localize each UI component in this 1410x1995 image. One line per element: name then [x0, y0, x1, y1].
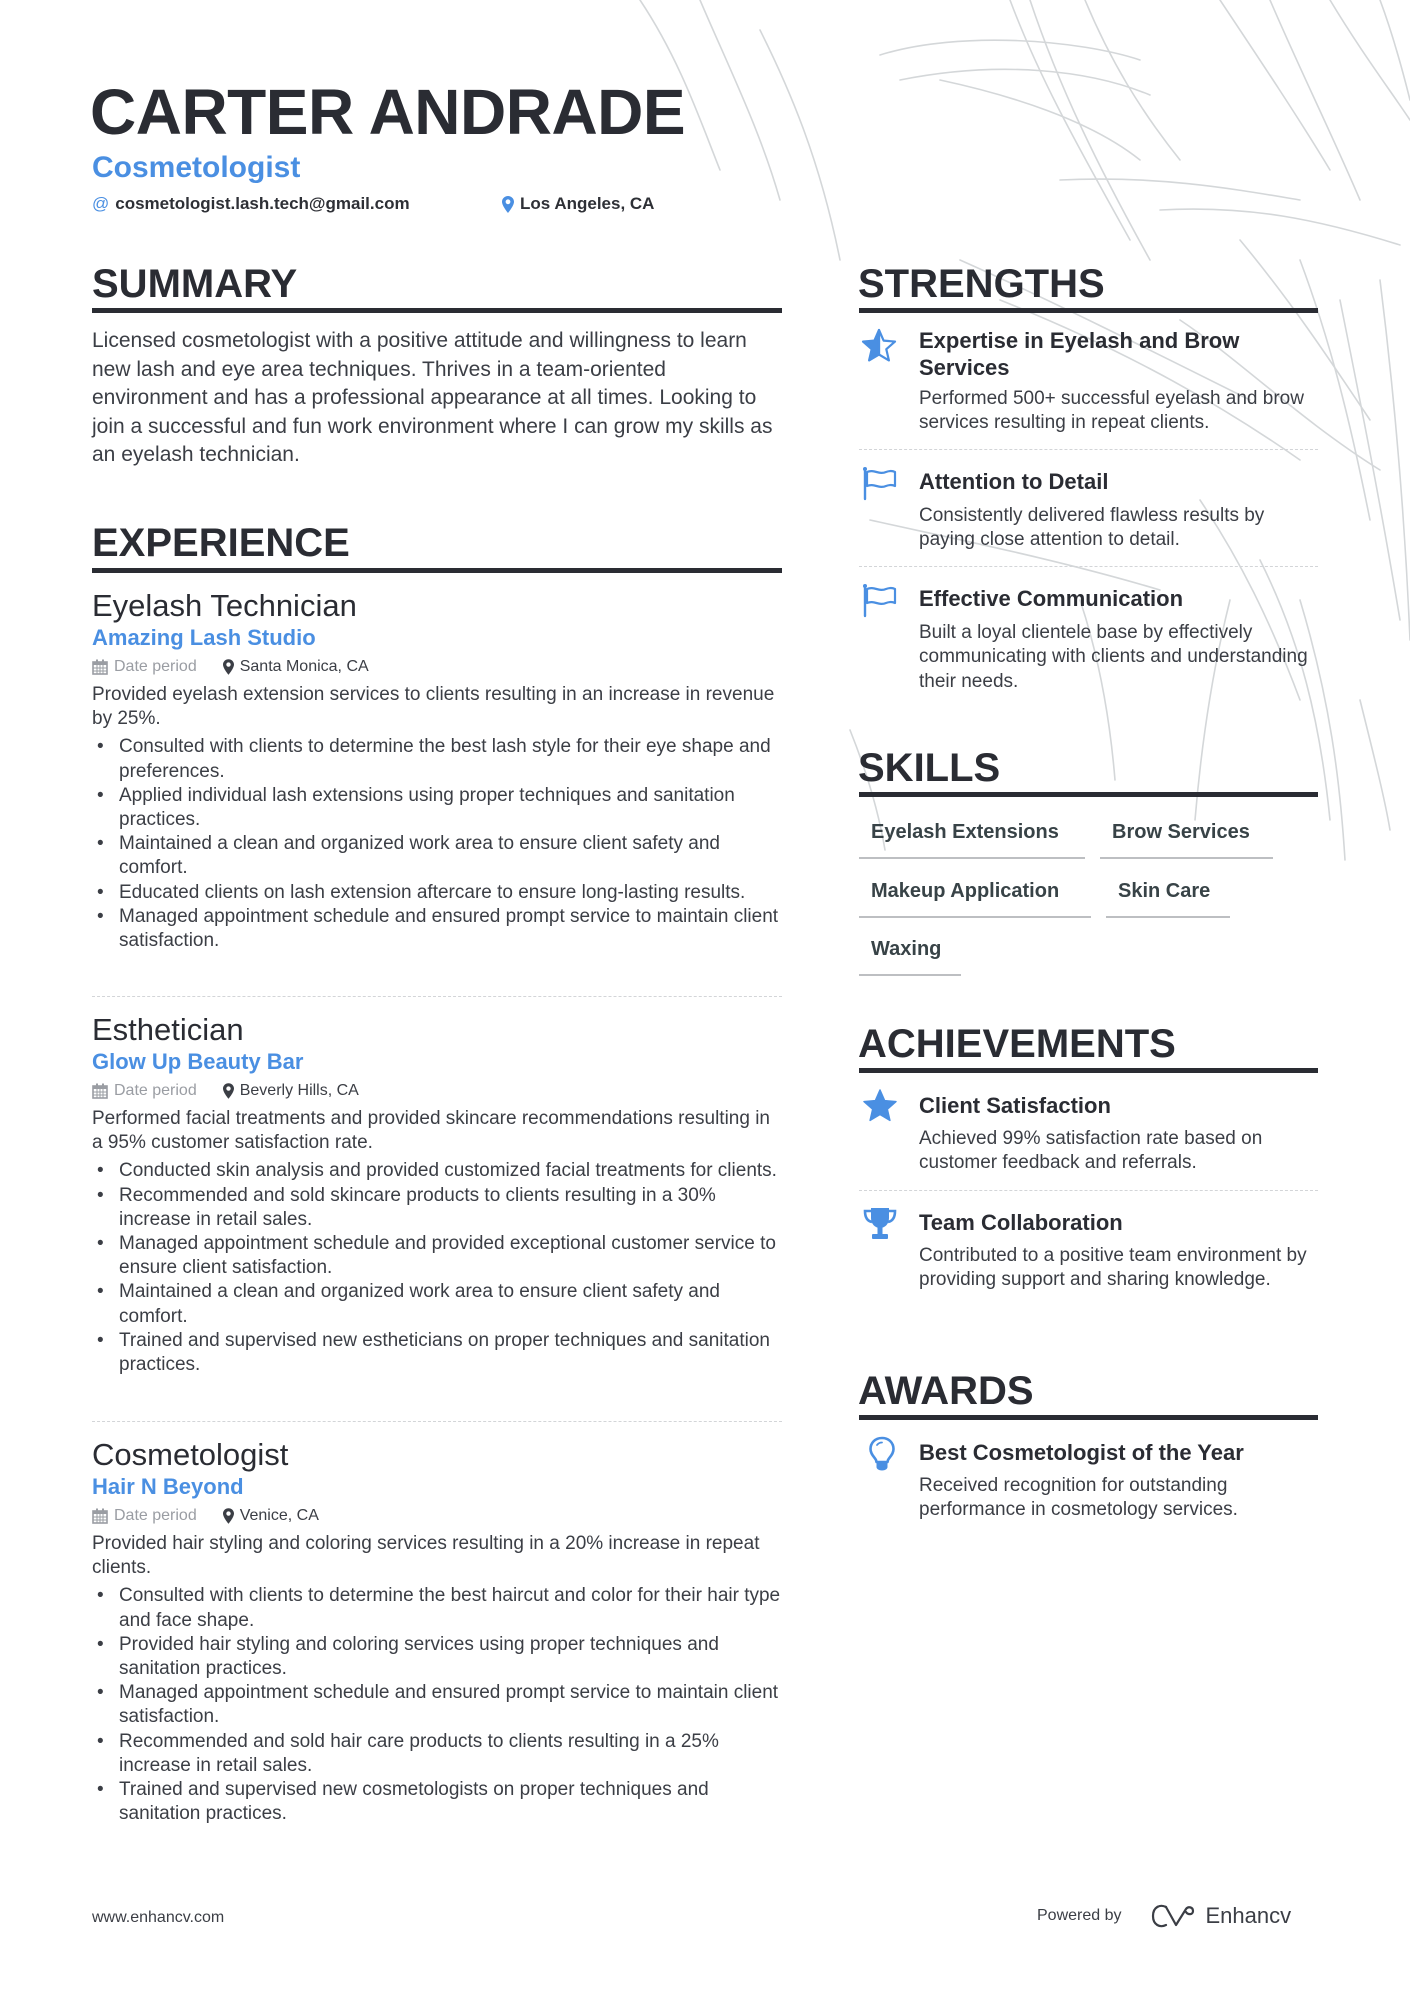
summary-text: Licensed cosmetologist with a positive attitude and willingness to learn new lash and eye area techniques. Thrives in a team-oriented environment and has a professional appearance at all times. Looking to join a successful and fun work environment where I can grow my skills as an eyelash technician. [92, 329, 773, 466]
calendar-icon [92, 1508, 108, 1524]
calendar-icon [92, 659, 108, 675]
candidate-name: CARTER ANDRADE [90, 76, 686, 148]
powered-by-label: Powered by [1037, 1907, 1122, 1924]
strength-title: Effective Communication [919, 586, 1184, 611]
bullet-item: • Conducted skin analysis and provided customized facial treatments for clients. [92, 1159, 782, 1183]
experience-entry [92, 588, 782, 953]
half-star-icon [861, 328, 897, 364]
bullet-item: • Provided hair styling and coloring services using proper techniques and sanitation practices. [92, 1633, 782, 1681]
lightbulb-icon [864, 1436, 900, 1472]
job-description: Provided hair styling and coloring services resulting in a 20% increase in repeat clients. [92, 1533, 760, 1579]
summary-heading: SUMMARY [92, 262, 298, 306]
company-name: Hair N Beyond [92, 1474, 244, 1499]
bullet-item: • Trained and supervised new estheticians on proper techniques and sanitation practices. [92, 1329, 782, 1377]
experience-divider [92, 568, 782, 573]
job-location: Santa Monica, CA [239, 658, 369, 675]
bullet-item: • Maintained a clean and organized work area to ensure client safety and comfort. [92, 832, 782, 880]
location-text: Los Angeles, CA [520, 194, 655, 213]
bullet-item: • Educated clients on lash extension aftercare to ensure long-lasting results. [92, 881, 782, 905]
skill-tag: Brow Services [1100, 819, 1273, 859]
bullet-item: • Recommended and sold hair care products to clients resulting in a 25% increase in retail sales. [92, 1730, 782, 1778]
awards-heading: AWARDS [858, 1369, 1034, 1413]
bullet-item: • Consulted with clients to determine the best lash style for their eye shape and preferences. [92, 735, 782, 783]
bullet-item: • Managed appointment schedule and provided exceptional customer service to ensure client satisfaction. [92, 1232, 782, 1280]
experience-entry [92, 1437, 782, 1826]
flag-icon [862, 466, 898, 502]
strengths-divider [859, 308, 1318, 313]
job-description: Provided eyelash extension services to clients resulting in an increase in revenue by 25%. [92, 684, 775, 730]
job-location: Venice, CA [239, 1507, 319, 1524]
entry-separator [92, 1421, 782, 1422]
flag-icon [862, 583, 898, 619]
achievement-item [919, 1209, 1318, 1293]
skills-divider [859, 792, 1318, 797]
job-date: Date period [114, 1507, 197, 1524]
strength-item [919, 327, 1318, 436]
bullet-item: • Trained and supervised new cosmetologists on proper techniques and sanitation practices. [92, 1778, 782, 1826]
job-title: Eyelash Technician [92, 588, 357, 623]
skill-tag: Eyelash Extensions [859, 819, 1085, 859]
map-pin-icon [223, 1083, 234, 1099]
strength-title: Expertise in Eyelash and Brow Services [919, 328, 1240, 380]
strength-description: Consistently delivered flawless results by paying close attention to detail. [919, 505, 1265, 551]
contact-location [502, 193, 654, 215]
company-name: Amazing Lash Studio [92, 625, 316, 650]
company-name: Glow Up Beauty Bar [92, 1049, 304, 1074]
job-title: Cosmetologist [92, 1437, 289, 1472]
map-pin-icon [223, 1508, 234, 1524]
bullet-item: • Managed appointment schedule and ensured prompt service to maintain client satisfaction. [92, 905, 782, 953]
job-date: Date period [114, 1082, 197, 1099]
footer-branding[interactable] [1037, 1903, 1291, 1929]
job-meta [92, 1081, 782, 1101]
bullet-item: • Applied individual lash extensions using proper techniques and sanitation practices. [92, 784, 782, 832]
achievements-heading: ACHIEVEMENTS [858, 1022, 1176, 1066]
achievements-divider [859, 1068, 1318, 1073]
strength-description: Built a loyal clientele base by effectively communicating with clients and understanding their needs. [919, 622, 1308, 692]
strengths-heading: STRENGTHS [858, 262, 1105, 306]
achievement-description: Achieved 99% satisfaction rate based on customer feedback and referrals. [919, 1128, 1263, 1174]
achievement-title: Team Collaboration [919, 1210, 1123, 1235]
strength-item [919, 468, 1318, 553]
contact-email[interactable] [92, 193, 410, 215]
map-pin-icon [502, 196, 514, 213]
achievement-item [919, 1092, 1318, 1176]
at-icon: @ [92, 194, 110, 213]
awards-divider [859, 1415, 1318, 1420]
strength-title: Attention to Detail [919, 469, 1109, 494]
strength-item [919, 585, 1318, 694]
job-title: Esthetician [92, 1012, 244, 1047]
award-description: Received recognition for outstanding performance in cosmetology services. [919, 1475, 1238, 1521]
award-item [919, 1439, 1318, 1523]
job-meta [92, 1506, 782, 1526]
bullet-item: • Consulted with clients to determine the best haircut and color for their hair type and face shape. [92, 1584, 782, 1632]
calendar-icon [92, 1083, 108, 1099]
skill-tag: Makeup Application [859, 878, 1091, 918]
skill-tag: Waxing [859, 936, 961, 976]
enhancv-brand-name: Enhancv [1205, 1903, 1292, 1928]
achievement-description: Contributed to a positive team environment by providing support and sharing knowledge. [919, 1245, 1307, 1291]
experience-entry [92, 1012, 782, 1377]
candidate-title: Cosmetologist [92, 151, 301, 184]
award-title: Best Cosmetologist of the Year [919, 1440, 1244, 1465]
experience-heading: EXPERIENCE [92, 521, 350, 565]
job-location: Beverly Hills, CA [239, 1082, 359, 1099]
job-bullets [92, 1159, 782, 1377]
job-meta [92, 657, 782, 677]
map-pin-icon [223, 659, 234, 675]
bullet-item: • Managed appointment schedule and ensured prompt service to maintain client satisfaction. [92, 1681, 782, 1729]
enhancv-logo-icon [1150, 1903, 1196, 1929]
item-separator [859, 1190, 1318, 1191]
trophy-icon [862, 1206, 898, 1242]
job-date: Date period [114, 658, 197, 675]
bullet-item: • Maintained a clean and organized work area to ensure client safety and comfort. [92, 1280, 782, 1328]
email-text: cosmetologist.lash.tech@gmail.com [115, 194, 410, 213]
strength-description: Performed 500+ successful eyelash and brow services resulting in repeat clients. [919, 388, 1304, 434]
footer-website-link[interactable]: www.enhancv.com [92, 1909, 225, 1926]
summary-divider [92, 308, 782, 313]
star-icon [862, 1088, 898, 1124]
job-bullets [92, 735, 782, 953]
item-separator [859, 449, 1318, 450]
skills-heading: SKILLS [858, 746, 1001, 790]
item-separator [859, 566, 1318, 567]
job-bullets [92, 1584, 782, 1826]
entry-separator [92, 996, 782, 997]
achievement-title: Client Satisfaction [919, 1093, 1111, 1118]
skill-tag: Skin Care [1106, 878, 1230, 918]
bullet-item: • Recommended and sold skincare products to clients resulting in a 30% increase in retail sales. [92, 1184, 782, 1232]
job-description: Performed facial treatments and provided skincare recommendations resulting in a 95% customer satisfaction rate. [92, 1108, 770, 1154]
